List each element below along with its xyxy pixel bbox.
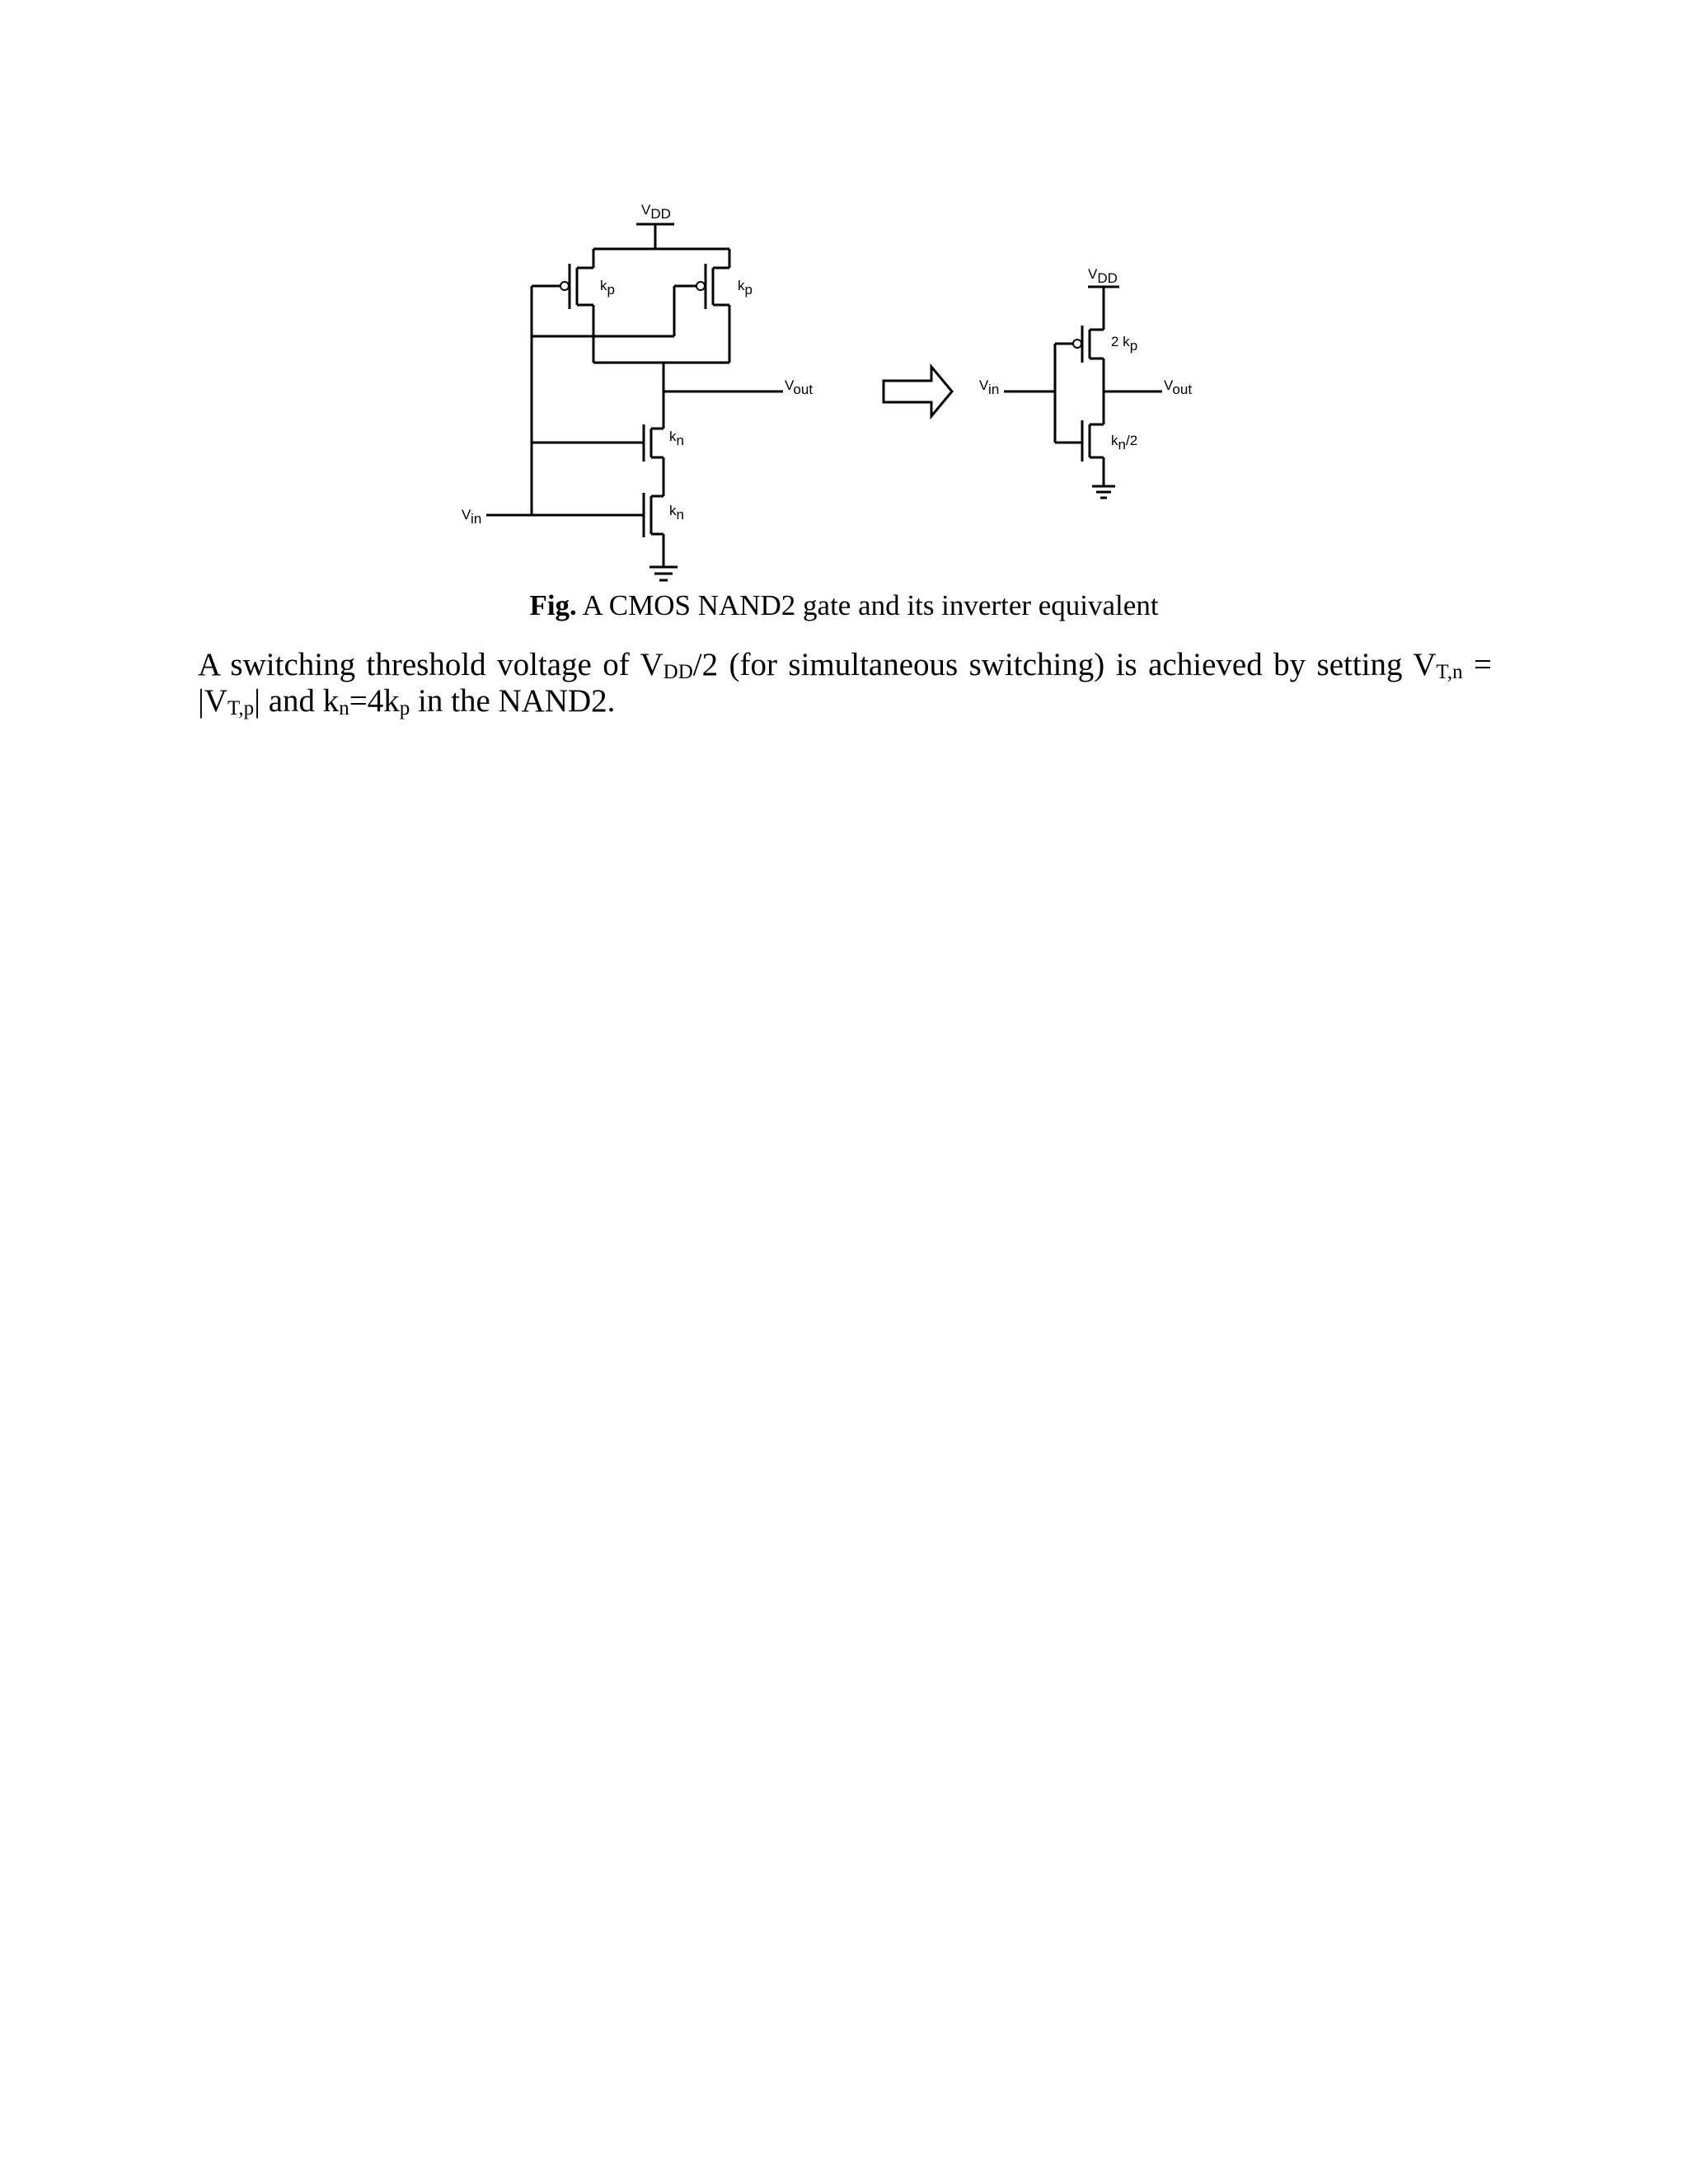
nand-nmos-top [532,424,684,496]
inverter-vin-label: Vin [979,377,1000,397]
inverter-kp-label: 2 kp [1111,334,1138,354]
inverter-pmos [1055,326,1137,363]
nand-ground-icon [649,567,678,580]
nand-kn-bottom-label: kn [669,503,684,523]
nand-kp-right-label: kp [738,278,753,298]
right-arrow-icon [884,367,952,416]
inverter-nmos [1055,420,1137,486]
inverter-circuit [979,266,1192,498]
circuit-figure [453,190,1278,585]
nand-vout-label: Vout [785,377,814,397]
nand-kp-left-label: kp [600,278,615,298]
nand-nmos-bottom [486,493,684,567]
figure-caption [0,588,1688,624]
body-paragraph: A switching threshold voltage of $V_{DD}/2$ (for simultaneous switching) is achieved by setting $V_{T,n} = |V_{T,p}|$ and $k_n=4k_p$ in the NAND2. [198,647,1492,719]
inverter-ground-icon [1092,486,1115,498]
inverter-vdd-label: VDD [1088,266,1118,286]
inverter-vout-label: Vout [1164,377,1193,397]
nand-pmos-left [532,249,615,363]
nand-vdd-label: VDD [641,202,671,222]
nand-kn-top-label: kn [669,429,684,448]
nand-vin-label: Vin [462,507,482,527]
inverter-kn-label: kn/2 [1111,433,1138,452]
nand-pmos-right [674,249,753,363]
caption-label: Fig. [529,589,577,621]
caption-text: A CMOS NAND2 gate and its inverter equivalent [576,589,1159,621]
nand2-circuit [462,202,813,580]
